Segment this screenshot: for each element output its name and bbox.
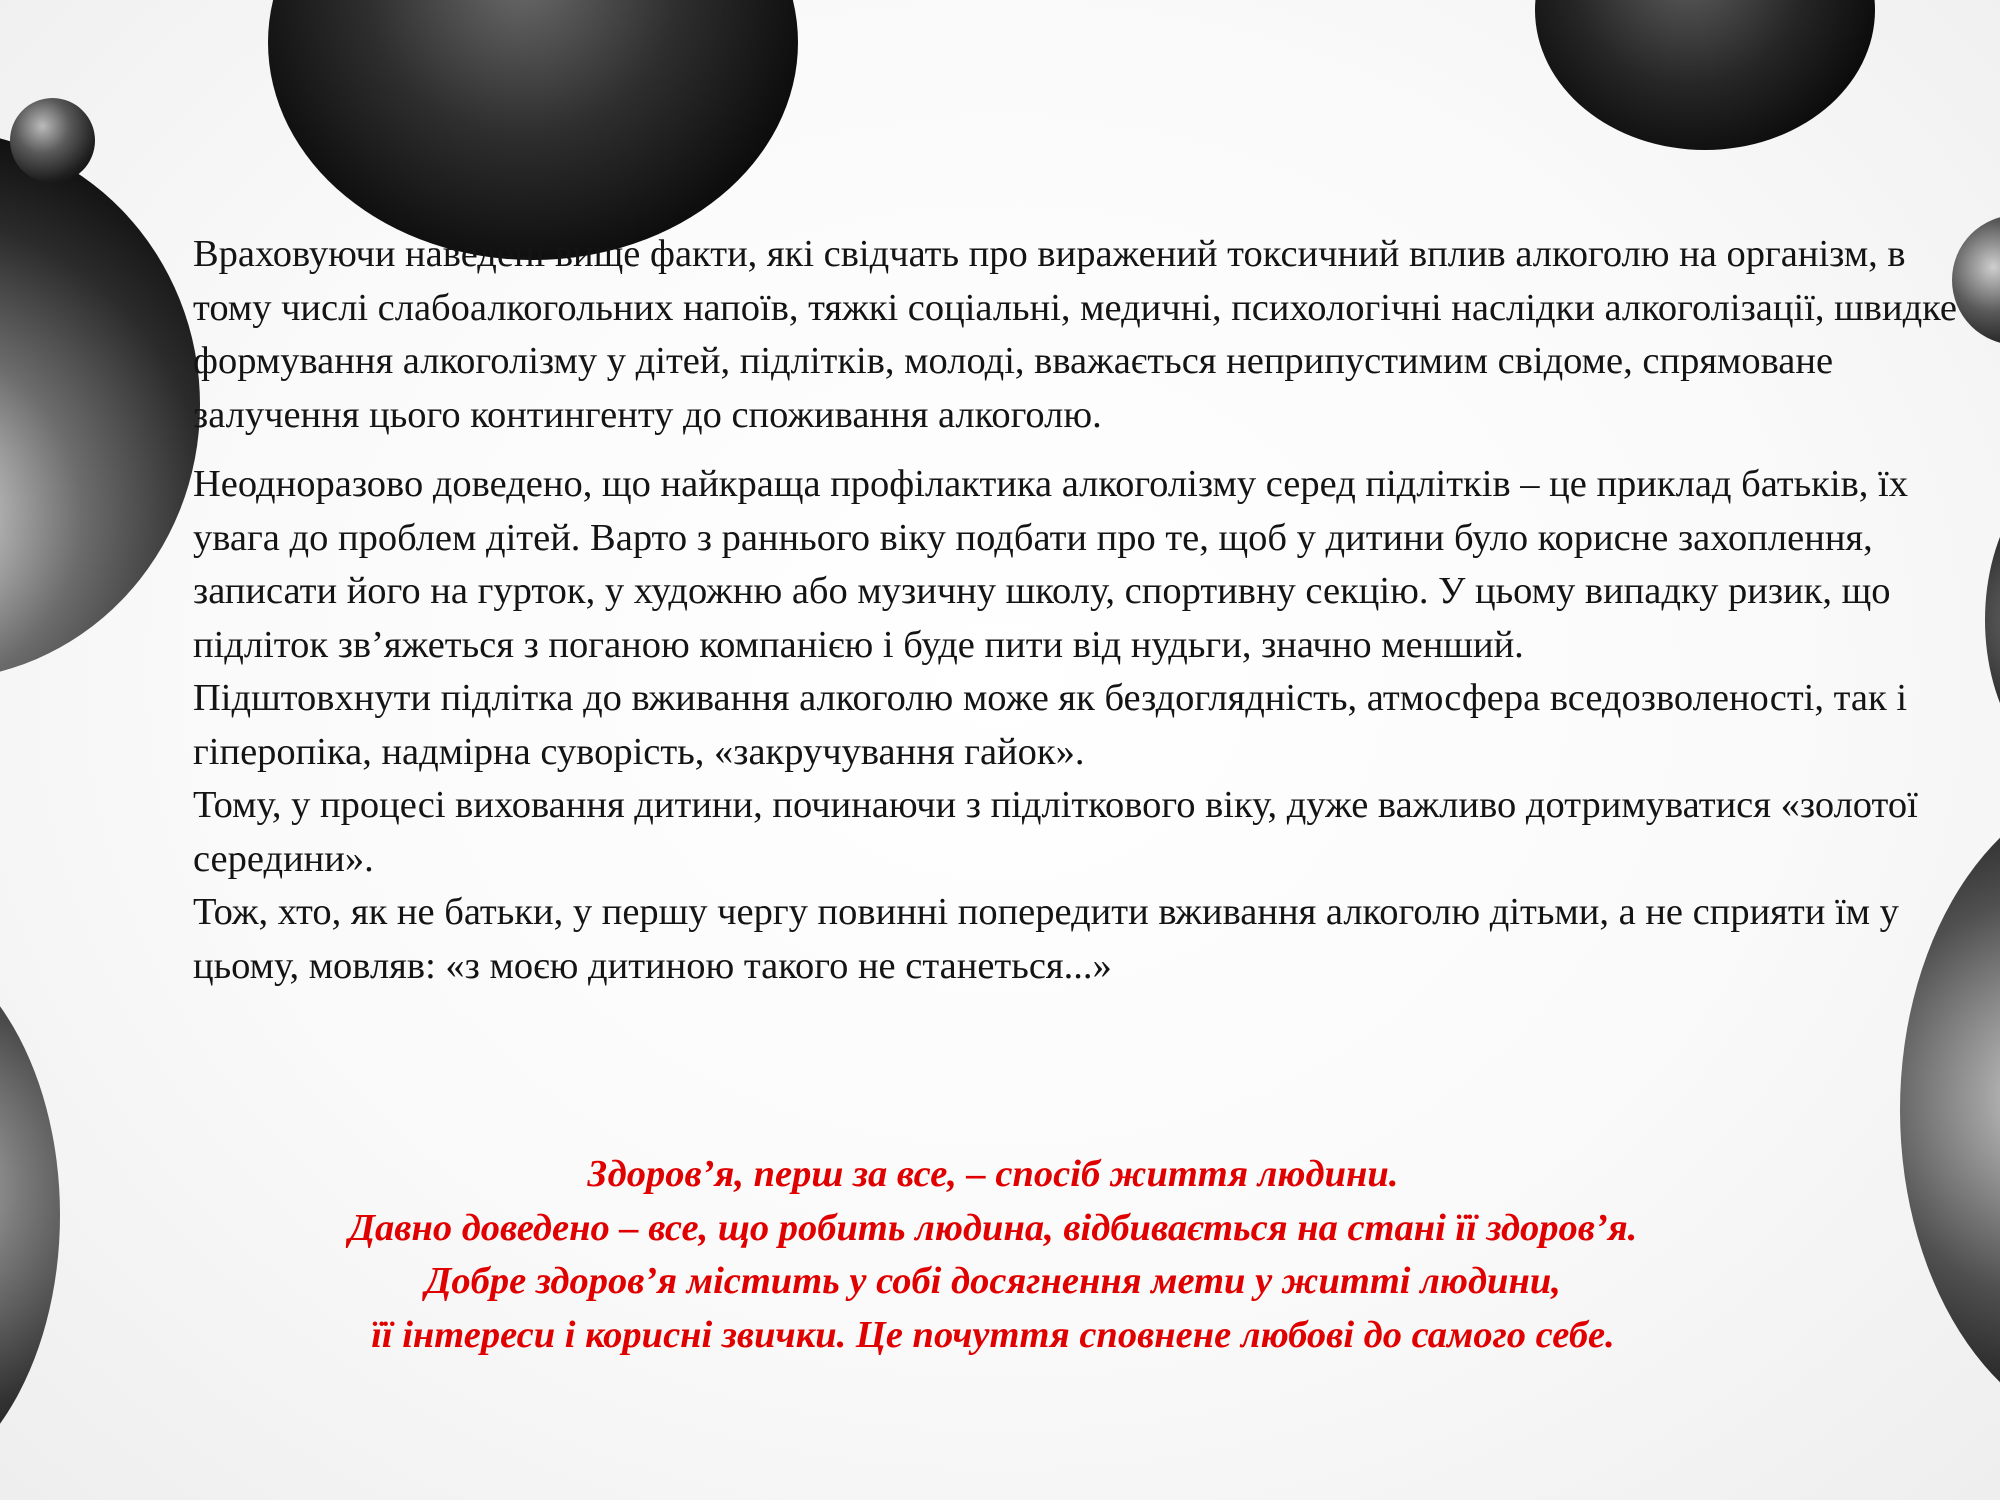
quote-line: Добре здоров’я містить у собі досягнення мети у житті людини, xyxy=(425,1260,1561,1302)
decorative-sphere-top-right xyxy=(1535,0,1875,150)
decorative-sphere-left-bottom xyxy=(0,935,60,1495)
decorative-sphere-left-large xyxy=(0,130,200,680)
decorative-sphere-top-center xyxy=(268,0,798,260)
paragraph-parents: Тож, хто, як не батьки, у першу чергу повинні попередити вживання алкоголю дітьми, а не сприяти їм у цьому, мовляв: «з моєю дитиною такого не станеться...» xyxy=(193,891,1899,987)
decorative-sphere-right-middle xyxy=(1985,455,2000,785)
paragraph-prevention: Неодноразово доведено, що найкраща профілактика алкоголізму серед підлітків – це приклад батьків, їх увага до проблем дітей. Варто з раннього віку подбати про те, щоб у дитини було корисне захоплення, записати його на гурток, у художню або музичну школу, спортивну секцію. У цьому випадку ризик, що підліток зв’яжеться з поганою компанією і буде пити від нудьги, значно менший. xyxy=(193,463,1908,666)
paragraph-intro: Враховуючи наведені вище факти, які свідчать про виражений токсичний вплив алкоголю на організм, в тому числі слабоалкогольних напоїв, тяжкі соціальні, медичні, психологічні наслідки алкоголізації, швидке формування алкоголізму у дітей, підлітків, молоді, вважається неприпустимим свідоме, спрямоване залучення цього контингенту до споживання алкоголю. xyxy=(193,233,1957,436)
decorative-sphere-left-small xyxy=(10,98,95,183)
health-quote xyxy=(193,1148,1793,1362)
body-text xyxy=(193,228,1963,993)
paragraph-push: Підштовхнути підлітка до вживання алкоголю може як бездоглядність, атмосфера вседозволеності, так і гіперопіка, надмірна суворість, «закручування гайок». xyxy=(193,677,1908,773)
quote-line: Давно доведено – все, що робить людина, відбивається на стані її здоров’я. xyxy=(348,1206,1638,1249)
quote-line: Здоров’я, перш за все, – спосіб життя людини. xyxy=(587,1153,1399,1195)
paragraph-golden-mean: Тому, у процесі виховання дитини, починаючи з підліткового віку, дуже важливо дотримуватися «золотої середини». xyxy=(193,784,1918,880)
quote-line: її інтереси і корисні звички. Це почуття сповнене любові до самого себе. xyxy=(371,1313,1615,1356)
